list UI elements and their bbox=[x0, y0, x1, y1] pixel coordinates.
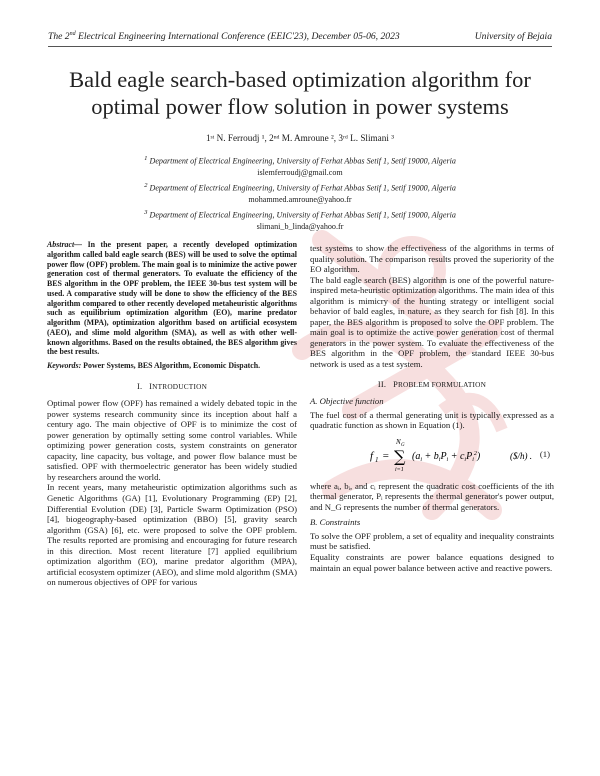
svg-text:($/h) .: ($/h) . bbox=[510, 450, 532, 461]
equation-description: where aᵢ, bᵢ, and cᵢ represent the quadratic cost coefficients of the ith thermal generator, Pᵢ represents the thermal generator's power output, and N_G represents the number of thermal generators. bbox=[310, 480, 554, 512]
conference-header bbox=[48, 31, 552, 42]
affiliation-2-email[interactable]: mohammed.amroune@yahoo.fr bbox=[248, 194, 352, 204]
section-number: II. bbox=[377, 379, 387, 389]
affiliation-3-marker: 3 bbox=[144, 209, 148, 216]
svg-text:G: G bbox=[401, 442, 405, 448]
section-initial: I bbox=[149, 381, 153, 391]
affiliation-2 bbox=[0, 180, 600, 205]
intro-paragraph-1: Optimal power flow (OPF) has remained a widely debated topic in the power systems research community since its inception about half a century ago. The main objective of OPF is to minimize the cost of power generation by optimally setting some control variables. While optimizing power generation costs, system constraints on generator capacity, line capacity, bus voltage, and power flow balance must be satisfied. OPF with thermoelectric generator has been widely studied by researchers around the world. bbox=[47, 398, 297, 482]
svg-text:N: N bbox=[396, 437, 401, 446]
constraints-paragraph-1: To solve the OPF problem, a set of equality and inequality constraints must be satisfied. bbox=[310, 530, 554, 552]
section-title-rest: NTRODUCTION bbox=[152, 381, 208, 391]
affiliation-1-marker: 1 bbox=[144, 155, 148, 162]
constraints-paragraph-2: Equality constraints are power balance equations designed to maintain an equal power balance between active and reactive powers. bbox=[310, 552, 554, 573]
keywords-text: Power Systems, BES Algorithm, Economic Dispatch. bbox=[81, 361, 261, 370]
svg-text:i=1: i=1 bbox=[395, 466, 404, 473]
fuel-cost-equation bbox=[368, 435, 548, 475]
svg-text:f: f bbox=[370, 449, 374, 462]
section-heading-problem-formulation bbox=[310, 380, 554, 391]
left-column bbox=[47, 240, 297, 588]
header-rule bbox=[48, 46, 552, 47]
conference-ordinal-suffix: nd bbox=[69, 31, 76, 37]
subsection-constraints: B. Constraints bbox=[310, 517, 361, 528]
svg-text:1: 1 bbox=[375, 455, 379, 464]
right-column bbox=[310, 243, 554, 573]
conference-name: Electrical Engineering International Conference (EEIC'23), December 05-06, 2023 bbox=[75, 31, 400, 43]
svg-text:=: = bbox=[382, 449, 390, 462]
subsection-objective-function: A. Objective function bbox=[310, 396, 384, 407]
abstract bbox=[47, 240, 297, 357]
affiliation-2-dept: Department of Electrical Engineering, University of Ferhat Abbas Setif 1, Setif 19000, Algeria bbox=[149, 183, 456, 193]
section-number: I. bbox=[136, 381, 143, 391]
abstract-text: In the present paper, a recently developed optimization algorithm called bald eagle search (BES) will be used to solve the optimal power flow (OPF) problem. The main goal is to minimize the active power generation cost of thermal generators. To evaluate the efficiency of the BES algorithm in the OPF problem, the IEEE 30-bus test system will be used. A comparative study will be done to show the efficiency of the BES algorithm compared to other recently developed metaheuristic algorithms such as equilibrium optimization algorithm (EO), marine predator algorithm (MPA), optimization algorithm based on artificial ecosystem (AEO), and slime mold algorithm (SMA), as well as with other well-known algorithms. Based on the results obtained, the BES algorithm gives the best results. bbox=[47, 240, 297, 357]
affiliation-1 bbox=[0, 153, 600, 178]
intro-paragraph-4: The bald eagle search (BES) algorithm is one of the powerful nature-inspired meta-heuristic optimization algorithms. The main idea of this algorithm is mimicry of the hunting strategy or intelligent social behavior of bald eagles, in nature, as they search for fish [8]. In this paper, the BES algorithm is proposed to solve the OPF problem. The main goal is to optimize the active power generation cost of thermal generators in the power system. To evaluate the effectiveness of the BES algorithm in the OPF problem, the standard IEEE 30-bus network is used as a test system. bbox=[310, 274, 554, 370]
equation-number: (1) bbox=[539, 448, 550, 459]
intro-paragraph-2: In recent years, many metaheuristic optimization algorithms such as Genetic Algorithms (GA) [1], Evolutionary Programming (EP) [2], Differential Evolution (DE) [3], Particle Swarm Optimization (PSO) [4], biogeography-based optimization (BBO) [5], gravity search algorithm (GSA) [6], etc. were proposed to solve the OPF problem. The results reported are promising and encouraging for future research in this direction. Most recent literature [7] applied equilibrium optimization algorithm (EO), marine predator algorithm (MPA), artificial ecosystem optimizer (AEO), and slime mold algorithm (SMA) on numerous objectives of OPF for various bbox=[47, 482, 297, 588]
author-list: 1ˢᵗ N. Ferroudj ¹, 2ⁿᵈ M. Amroune ², 3ʳᵈ L. Slimani ³ bbox=[206, 133, 394, 143]
conference-name-prefix: The 2 bbox=[48, 31, 70, 43]
objective-paragraph: The fuel cost of a thermal generating unit is typically expressed as a quadratic function as shown in Equation (1). bbox=[310, 409, 554, 431]
svg-text:(ai + biPi + ciPi2): $(a_i + b_iP_i + c_iP_i^2)$ bbox=[412, 450, 481, 463]
keywords bbox=[47, 361, 297, 372]
keywords-label: Keywords: bbox=[47, 361, 82, 370]
intro-paragraph-3: test systems to show the effectiveness of the algorithms in terms of quality solution. The comparison results proved the superiority of the EO algorithm. bbox=[310, 243, 554, 275]
affiliation-3-dept: Department of Electrical Engineering, University of Ferhat Abbas Setif 1, Setif 19000, Algeria bbox=[149, 210, 456, 220]
paper-title: Bald eagle search-based optimization algorithm for optimal power flow solution in power systems bbox=[69, 67, 531, 119]
affiliation-1-email[interactable]: islemferroudj@gmail.com bbox=[257, 167, 343, 177]
section-heading-introduction bbox=[47, 382, 297, 393]
affiliation-3-email[interactable]: slimani_b_linda@yahoo.fr bbox=[256, 221, 344, 231]
abstract-label: Abstract— bbox=[47, 240, 83, 249]
affiliation-2-marker: 2 bbox=[144, 182, 148, 189]
section-initial: P bbox=[393, 379, 398, 389]
svg-text:∑: ∑ bbox=[394, 446, 406, 466]
university-name: University of Bejaia bbox=[474, 31, 552, 42]
affiliation-3 bbox=[0, 207, 600, 232]
equation-1 bbox=[310, 435, 554, 475]
affiliation-1-dept: Department of Electrical Engineering, University of Ferhat Abbas Setif 1, Setif 19000, Algeria bbox=[149, 156, 456, 166]
section-title-rest: ROBLEM FORMULATION bbox=[397, 379, 487, 389]
